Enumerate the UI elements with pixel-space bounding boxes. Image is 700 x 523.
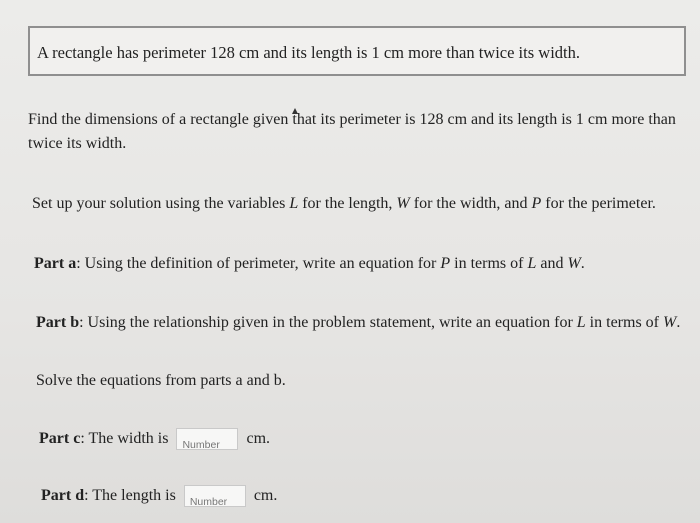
part-d-question: Part d: The length is Number cm. xyxy=(41,487,278,509)
part-d-label: Part d xyxy=(41,487,85,504)
setup-instructions: Set up your solution using the variables L for the length, W for the width, and P for the perimeter. xyxy=(32,195,656,212)
width-unit: cm. xyxy=(246,430,271,447)
variable-L: L xyxy=(289,195,299,212)
part-b-question: Part b: Using the relationship given in the problem statement, write an equation for L in terms of W. xyxy=(36,314,681,331)
part-a-label: Part a xyxy=(34,255,77,272)
part-c-question: Part c: The width is Number cm. xyxy=(39,430,271,452)
part-c-label: Part c xyxy=(39,430,81,447)
width-number-input[interactable]: Number xyxy=(176,428,238,450)
part-a-question: Part a: Using the definition of perimeter, write an equation for P in terms of L and W. xyxy=(34,255,585,272)
part-b-label: Part b xyxy=(36,314,80,331)
problem-statement-box xyxy=(28,26,686,76)
intro-line-1: Find the dimensions of a rectangle given that its perimeter is 128 cm and its length is 1 cm more than xyxy=(28,111,676,128)
length-unit: cm. xyxy=(253,487,278,504)
problem-statement: A rectangle has perimeter 128 cm and its length is 1 cm more than twice its width. xyxy=(37,43,580,62)
solve-instruction: Solve the equations from parts a and b. xyxy=(36,372,286,389)
variable-W: W xyxy=(396,195,410,212)
intro-line-2: twice its width. xyxy=(28,135,127,152)
variable-P: P xyxy=(531,195,542,212)
length-number-input[interactable]: Number xyxy=(184,485,246,507)
